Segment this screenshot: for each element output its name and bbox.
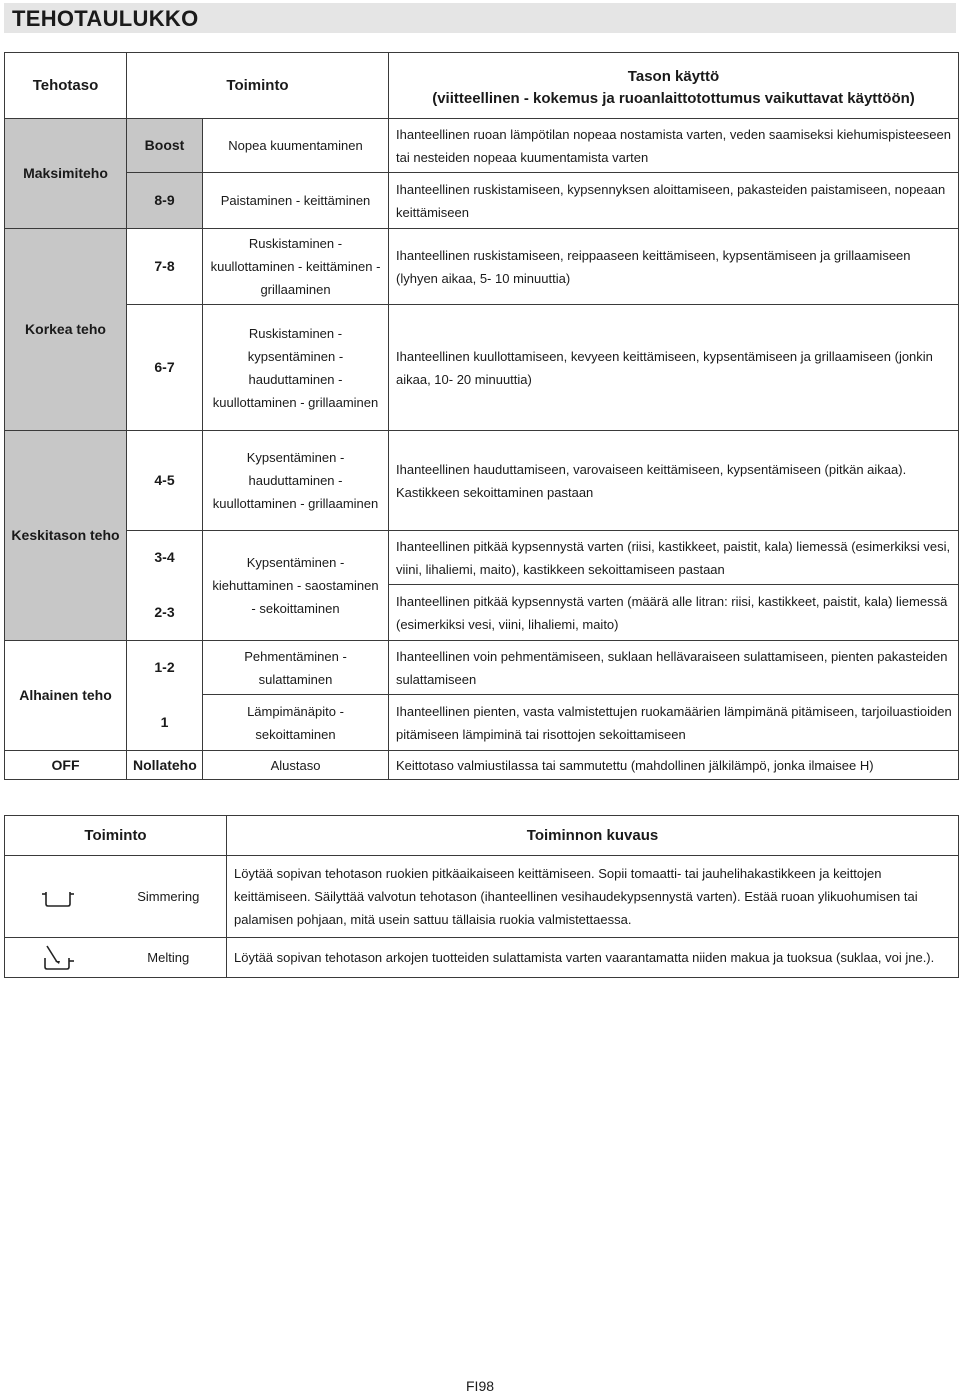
function-description: Löytää sopivan tehotason ruokien pitkäaikaiseen keittämiseen. Sopii tomaatti- tai jauhelihakastikkeen ja keittojen keittämiseen. Säilyttää valvotun tehotason (ihanteellinen vesihaudekypsennystä varten). Estää ruoan ylikuohumisen tai palamisen pohjaan, mitä usein sattuu tällaisia ruokia valmistettaessa. [227,856,959,938]
function-description: Löytää sopivan tehotason arkojen tuotteiden sulattamista varten vaarantamatta niiden makua ja tuoksua (suklaa, voi jne.). [227,938,959,978]
function-cell: Ruskistaminen - kypsentäminen - hauduttaminen - kuullottaminen - grillaaminen [203,305,389,431]
setting-value: Boost [127,119,203,173]
usage-cell: Ihanteellinen voin pehmentämiseen, suklaan hellävaraiseen sulattamiseen, pienten pakasteiden sulattamiseen [389,641,959,695]
group-label-max: Maksimiteho [5,119,127,229]
setting-value: 6-7 [127,305,203,431]
usage-cell: Ihanteellinen kuullottamiseen, kevyeen keittämiseen, kypsentämiseen ja grillaamiseen (jonkin aikaa, 10- 20 minuuttia) [389,305,959,431]
usage-cell: Ihanteellinen ruskistamiseen, kypsennyksen aloittamiseen, pakasteiden paistamiseen, nopeaan keittämiseen [389,173,959,229]
table-row [5,585,959,641]
header-usage-title: Tason käyttö [627,67,720,85]
table-row [5,229,959,305]
fn-header-function: Toiminto [5,816,227,856]
function-cell: Nopea kuumentaminen [203,119,389,173]
function-cell: Ruskistaminen - kuullottaminen - keittäminen - grillaaminen [203,229,389,305]
fn-header-description: Toiminnon kuvaus [227,816,959,856]
usage-cell: Ihanteellinen pienten, vasta valmistettujen ruokamäärien lämpimänä pitämiseen, tarjoiluastioiden pitämiseen lämpiminä tai risottojen sekoittamiseen [389,695,959,751]
header-usage-note: (viitteellinen - kokemus ja ruoanlaittotottumus vaikuttavat käyttöön) [432,89,915,107]
setting-value: 8-9 [127,173,203,229]
table-row [5,173,959,229]
usage-cell: Keittotaso valmiustilassa tai sammutettu (mahdollinen jälkilämpö, jonka ilmaisee H) [389,751,959,780]
table-row [5,641,959,695]
group-label-high: Korkea teho [5,229,127,431]
setting-value: 1-2 [127,641,203,695]
usage-cell: Ihanteellinen ruskistamiseen, reippaaseen keittämiseen, kypsentämiseen ja grillaamiseen (lyhyen aikaa, 5- 10 minuuttia) [389,229,959,305]
header-level: Tehotaso [5,53,127,119]
group-label-medium: Keskitason teho [5,431,127,641]
function-cell: Kypsentäminen - kiehuttaminen - saostaminen - sekoittaminen [203,531,389,641]
page-number: FI98 [466,1378,495,1394]
table-row [5,695,959,751]
table-row [5,305,959,431]
power-table [4,52,959,780]
setting-value: 2-3 [127,585,203,641]
usage-cell: Ihanteellinen pitkää kypsennystä varten (määrä alle litran: riisi, kastikkeet, paistit, kala) liemessä (esimerkiksi vesi, viini, lihaliemi, maito) [389,585,959,641]
table-row [5,431,959,531]
group-label-low: Alhainen teho [5,641,127,751]
function-cell: Lämpimänäpito - sekoittaminen [203,695,389,751]
usage-cell: Ihanteellinen ruoan lämpötilan nopeaa nostamista varten, veden saamiseksi kiehumispisteeseen tai nesteiden nopeaa kuumentamista varten [389,119,959,173]
header-usage [389,53,959,119]
usage-cell: Ihanteellinen hauduttamiseen, varovaiseen keittämiseen, kypsentämiseen (pitkän aikaa). Kastikkeen sekoittaminen pastaan [389,431,959,531]
usage-cell: Ihanteellinen pitkää kypsennystä varten (riisi, kastikkeet, paistit, kala) liemessä (esimerkiksi vesi, viini, lihaliemi, maito), kastikkeen sekoittamiseen pastaan [389,531,959,585]
header-function: Toiminto [127,53,389,119]
melting-pan-icon [5,938,111,978]
function-cell: Paistaminen - keittäminen [203,173,389,229]
pot-icon [5,856,111,938]
group-label-off: OFF [5,751,127,780]
function-table-header [5,816,959,856]
function-name: Simmering [111,856,227,938]
table-row [5,856,959,938]
table-row [5,531,959,585]
setting-value: 1 [127,695,203,751]
title-bar [4,3,956,33]
table-row [5,938,959,978]
setting-value: Nollateho [127,751,203,780]
power-table-header [5,53,959,119]
function-name: Melting [111,938,227,978]
table-row [5,119,959,173]
function-cell: Alustaso [203,751,389,780]
setting-value: 3-4 [127,531,203,585]
setting-value: 4-5 [127,431,203,531]
function-cell: Pehmentäminen - sulattaminen [203,641,389,695]
page-title: TEHOTAULUKKO [12,6,199,31]
function-cell: Kypsentäminen - hauduttaminen - kuullottaminen - grillaaminen [203,431,389,531]
setting-value: 7-8 [127,229,203,305]
table-row-off [5,751,959,780]
function-table [4,815,959,978]
